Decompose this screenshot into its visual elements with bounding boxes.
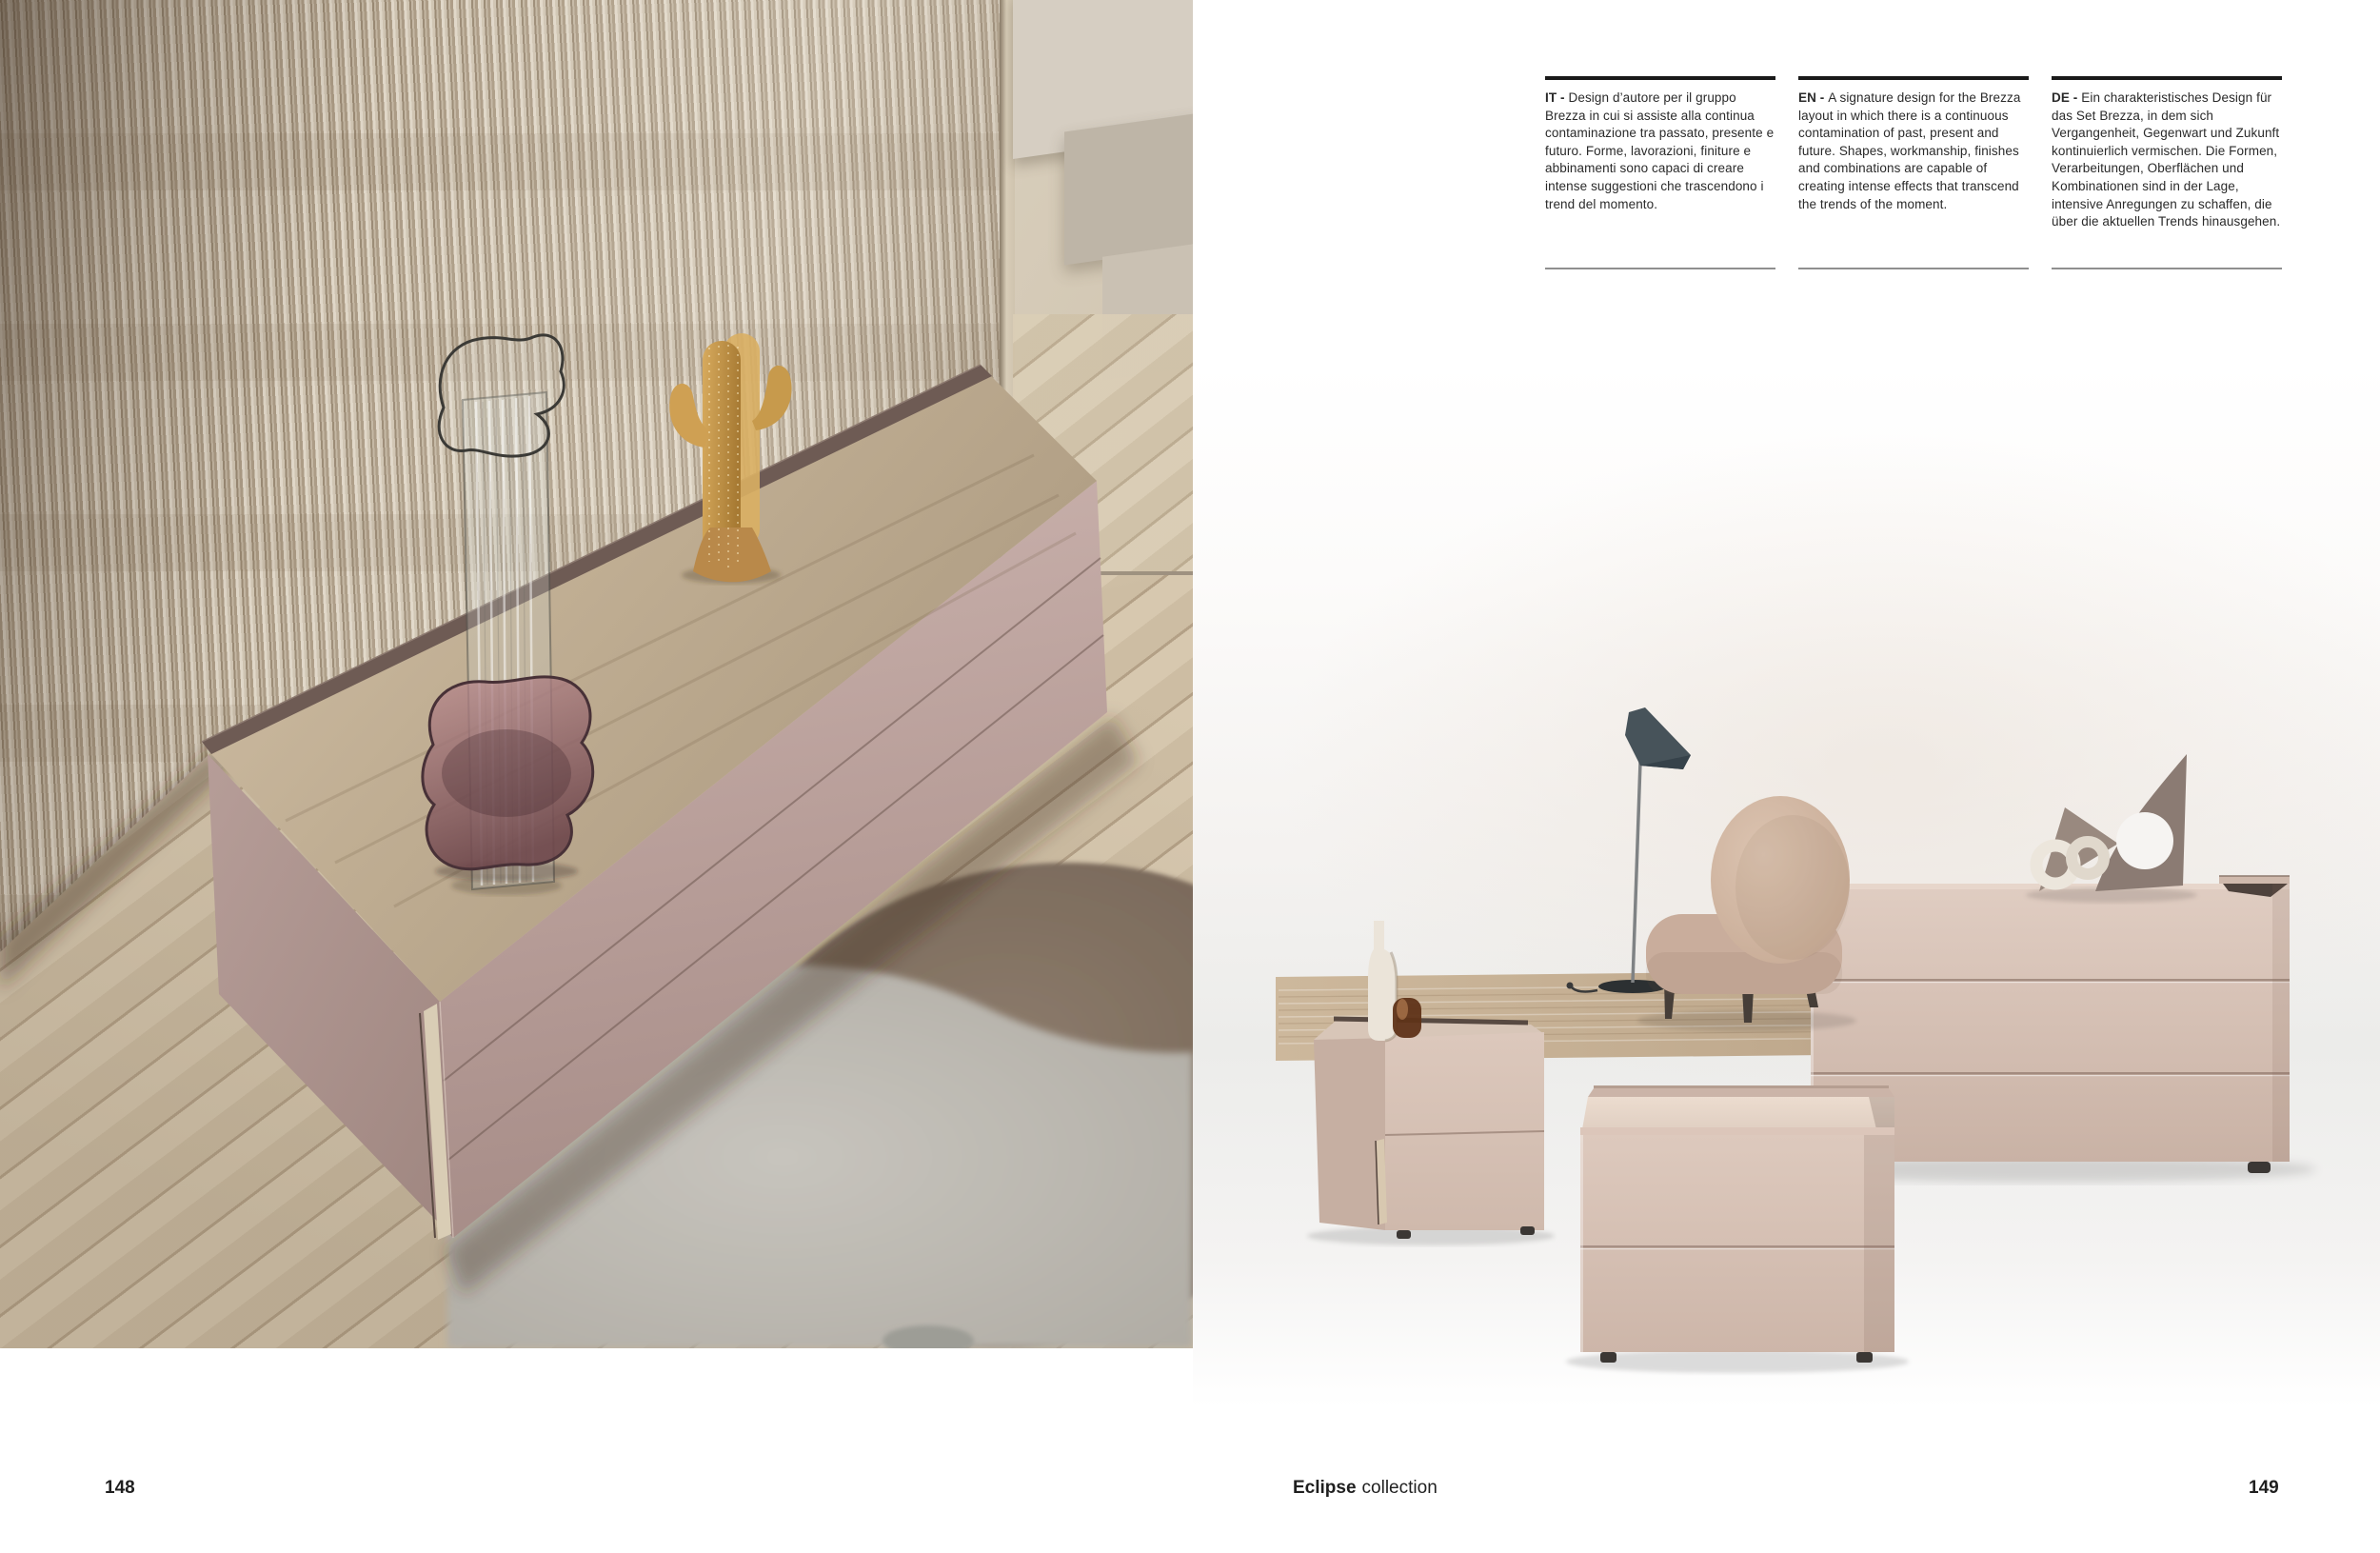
right-photo-furniture — [1193, 362, 2380, 1428]
amber-glass-vessel — [1393, 998, 1421, 1038]
column-rule-bottom — [1798, 268, 2029, 269]
collection-name: Eclipse — [1293, 1478, 1357, 1498]
description-text-it — [1545, 90, 1775, 213]
description-column-de — [2052, 76, 2282, 269]
nightstand — [1307, 1019, 1555, 1245]
page-number-left: 148 — [105, 1478, 135, 1498]
language-label-it: IT - — [1545, 90, 1569, 105]
description-columns — [0, 76, 2380, 276]
storage-chest — [1566, 1085, 1909, 1373]
description-column-it — [1545, 76, 1775, 269]
collection-suffix: collection — [1361, 1478, 1438, 1498]
column-rule-top — [1545, 76, 1775, 80]
bottle-vase-white — [1368, 921, 1397, 1041]
description-text-de — [2052, 90, 2282, 231]
description-body-en: A signature design for the Brezza layout in which there is a continuous contamination of past, present and future. Shapes, workmanship, finishes and combinations are capable of creating intense effects that transcend the trends of the moment. — [1798, 90, 2021, 211]
column-rule-bottom — [1545, 268, 1775, 269]
column-rule-top — [2052, 76, 2282, 80]
description-body-it: Design d’autore per il gruppo Brezza in cui si assiste alla continua contaminazione tra passato, presente e futuro. Forme, lavorazioni, finiture e abbinamenti sono capaci di creare intense suggestioni che trascendono i trend del momento. — [1545, 90, 1775, 211]
language-label-en: EN - — [1798, 90, 1829, 105]
description-body-de: Ein charakteristisches Design für das Set Brezza, in dem sich Vergangenheit, Gegenwart und Zukunft kontinuierlich vermischen. Die Formen, Verarbeitungen, Oberflächen und Kombinationen sind in der Lage, intensive Anregungen zu schaffen, die über die aktuellen Trends hinausgehen. — [2052, 90, 2281, 229]
description-column-en — [1798, 76, 2029, 269]
column-rule-bottom — [2052, 268, 2282, 269]
description-text-en — [1798, 90, 2029, 213]
language-label-de: DE - — [2052, 90, 2082, 105]
page-number-right: 149 — [2249, 1478, 2279, 1498]
right-page-photo — [1193, 362, 2380, 1428]
collection-title — [1293, 1478, 1438, 1499]
column-rule-top — [1798, 76, 2029, 80]
wall-floor-junction-shadow — [0, 750, 230, 990]
abstract-sculpture — [2026, 754, 2197, 903]
